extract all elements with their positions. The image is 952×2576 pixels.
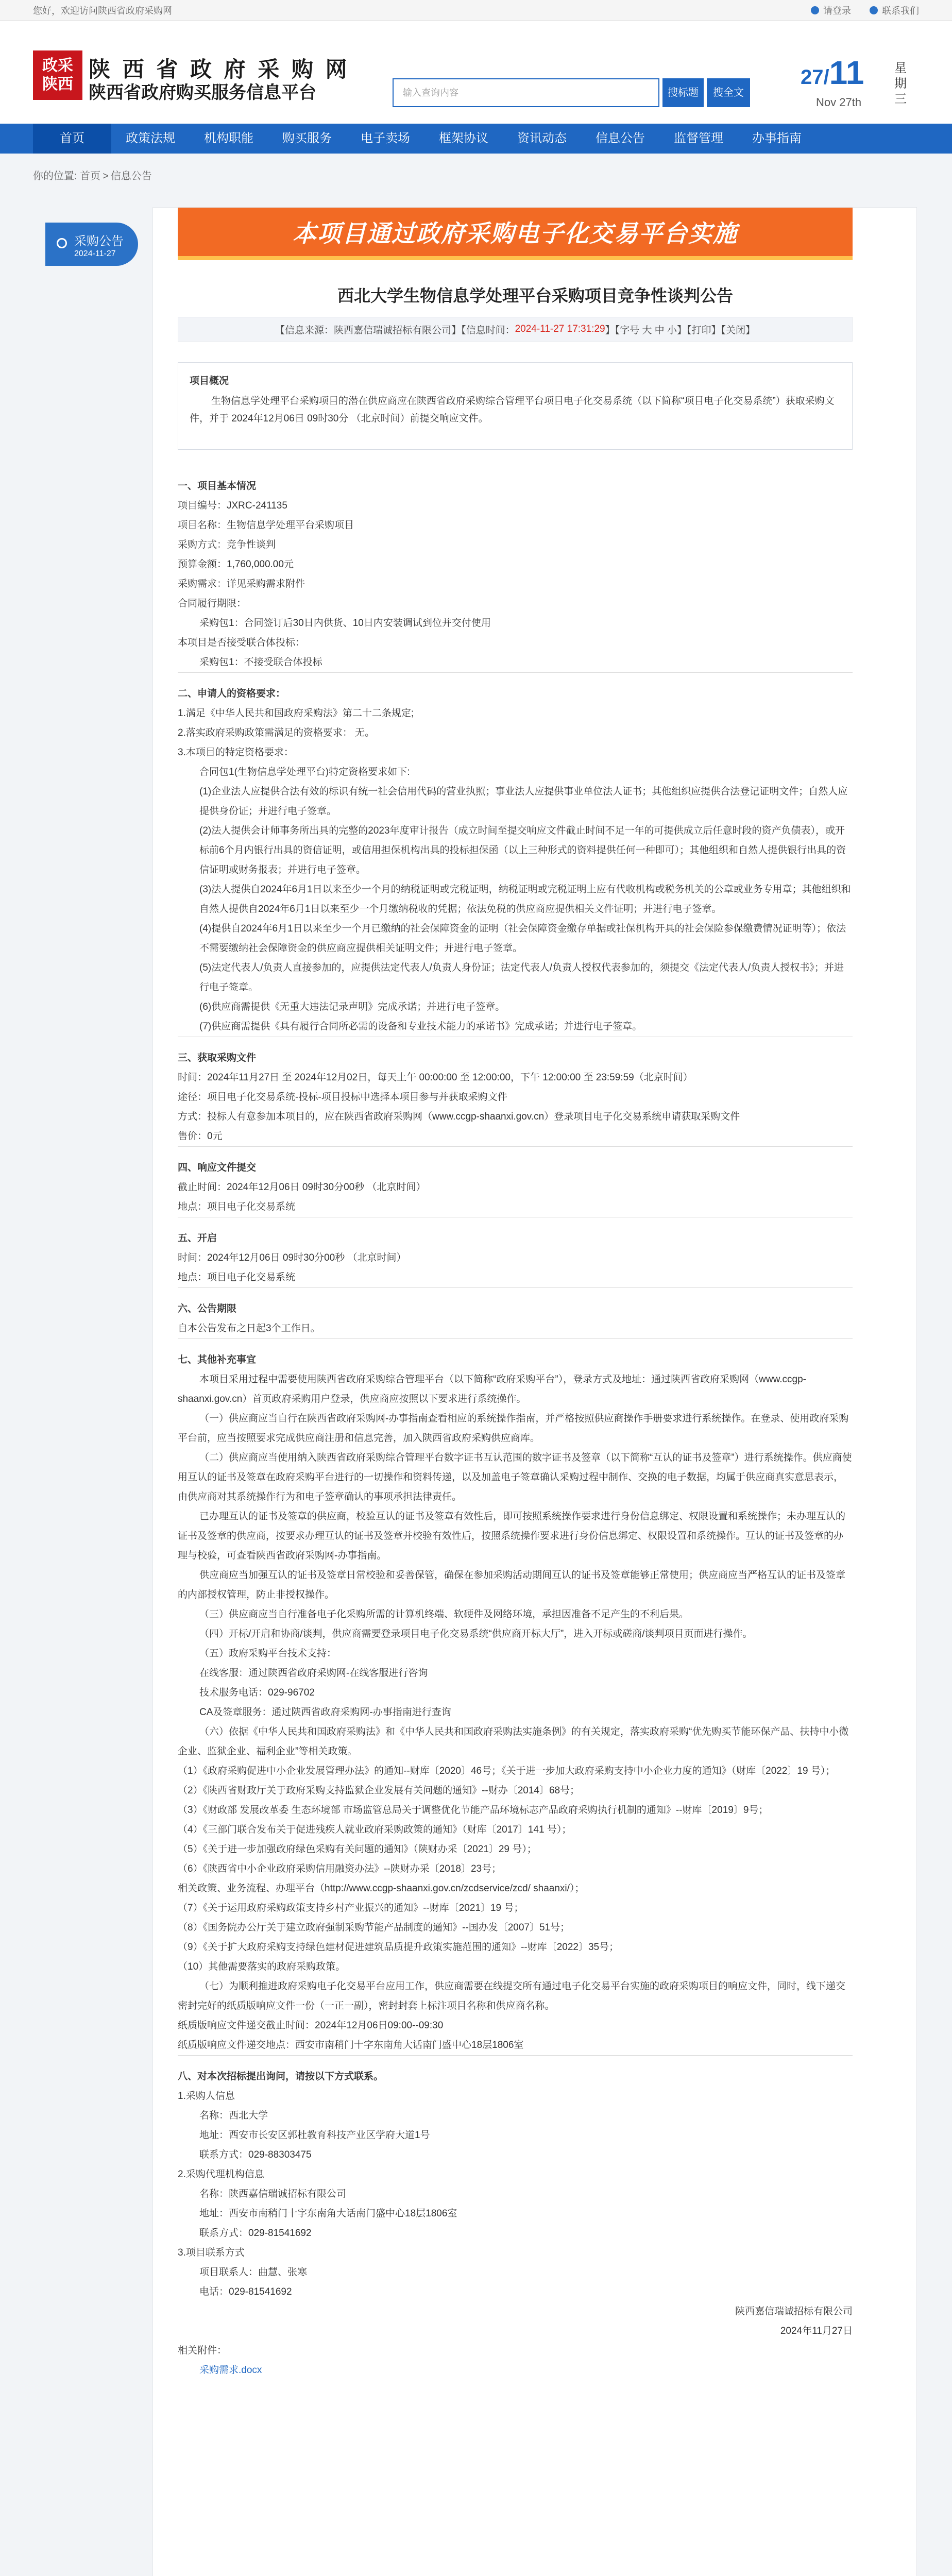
article-paragraph: 时间：2024年12月06日 09时30分00秒 （北京时间） — [178, 1252, 406, 1263]
article-paragraph: 采购包1：不接受联合体投标 — [199, 657, 322, 668]
site-title: 陕 西 省 政 府 采 购 网 — [89, 57, 350, 81]
article-paragraph: 预算金额：1,760,000.00元 — [178, 559, 294, 570]
article-paragraph: （10）其他需要落实的政府采购政策。 — [178, 1961, 346, 1972]
info-source: 陕西嘉信瑞诚招标有限公司 — [334, 325, 452, 336]
main-nav — [0, 124, 952, 154]
nav-agency[interactable]: 机构职能 — [204, 131, 253, 145]
section-heading: 八、对本次招标提出询问，请按以下方式联系。 — [178, 2071, 384, 2082]
contact-link[interactable]: 联系我们 — [870, 4, 919, 17]
section-heading: 四、响应文件提交 — [178, 1162, 257, 1173]
article-paragraph: 合同包1(生物信息学处理平台)特定资格要求如下: — [199, 767, 410, 777]
platform-banner: 本项目通过政府采购电子化交易平台实施 — [178, 208, 853, 260]
article-panel — [152, 207, 917, 2576]
user-icon — [811, 6, 819, 14]
date-label: Nov 27th — [816, 96, 862, 109]
phone-icon — [870, 6, 878, 14]
article-paragraph: 纸质版响应文件递交截止时间：2024年12月06日09:00--09:30 — [178, 2020, 444, 2031]
article-paragraph: 电话：029-81541692 — [199, 2286, 292, 2297]
article-paragraph: （三）供应商应当自行准备电子化采购所需的计算机终端、软硬件及网络环境，承担因准备不足产生的不利后果。 — [199, 1609, 689, 1620]
article-paragraph: 售价：0元 — [178, 1131, 223, 1142]
font-size-controls[interactable]: 】【字号 大 中 小】【打印】【关闭】 — [605, 325, 755, 336]
article-paragraph: 自本公告发布之日起3个工作日。 — [178, 1323, 320, 1334]
article-paragraph: （四）开标/开启和协商/谈判，供应商需要登录项目电子化交易系统“供应商开标大厅”，进入开标或磋商/谈判项目页面进行操作。 — [199, 1629, 753, 1639]
nav-guide[interactable]: 办事指南 — [752, 131, 802, 145]
nav-supervision[interactable]: 监督管理 — [674, 131, 723, 145]
article-paragraph: (2)法人提供会计师事务所出具的完整的2023年度审计报告（成立时间至提交响应文件截止时间不足一年的可提供成立后任意时段的资产负债表），或开标前6个月内银行出具的资信证明，或信用担保机构出具的投标担保函（以上三种形式的资料提供任何一种即可）；其他组织和自然人提供银行出具的资信证明或财务报表；并进行电子签章。 — [199, 825, 846, 875]
article-paragraph: (1)企业法人应提供合法有效的标识有统一社会信用代码的营业执照；事业法人应提供事业单位法人证书；其他组织应提供合法登记证明文件；自然人应提供身份证；并进行电子签章。 — [199, 786, 848, 817]
nav-purchase-service[interactable]: 购买服务 — [282, 131, 332, 145]
weekday: 星期三 — [894, 61, 907, 106]
breadcrumb-current[interactable]: 信息公告 — [110, 171, 152, 182]
article-paragraph: 技术服务电话：029-96702 — [199, 1687, 315, 1698]
sidebar-tab-announcement[interactable]: 采购公告 2024-11-27 — [45, 223, 138, 266]
article-paragraph: 已办理互认的证书及签章的供应商，校验互认的证书及签章有效性后，即可按照系统操作要求进行身份信息绑定、权限设置和系统操作；未办理互认的证书及签章的供应商，按要求办理互认的证书及签章并校验有效性后，按照系统操作要求进行身份信息绑定、权限设置和系统操作。互认的证书及签章的办理与校验，可查看陕西省政府采购网-办事指南。 — [178, 1511, 846, 1561]
nav-announcements[interactable]: 信息公告 — [596, 131, 645, 145]
top-bar — [0, 0, 952, 21]
section-heading: 七、其他补充事宜 — [178, 1354, 257, 1365]
date-widget — [801, 54, 924, 115]
nav-news[interactable]: 资讯动态 — [517, 131, 567, 145]
article-paragraph: （3）《财政部 发展改革委 生态环境部 市场监管总局关于调整优化节能产品环境标志产品政府采购执行机制的通知》--财库〔2019〕9号； — [178, 1805, 769, 1816]
article-paragraph: (5)法定代表人/负责人直接参加的，应提供法定代表人/负责人身份证；法定代表人/负责人授权代表参加的，须提交《法定代表人/负责人授权书》；并进行电子签章。 — [199, 962, 844, 993]
section-divider — [178, 1338, 853, 1339]
nav-emall[interactable]: 电子卖场 — [361, 131, 410, 145]
attachment-link[interactable]: 采购需求.docx — [199, 2365, 262, 2376]
article-paragraph: 3.项目联系方式 — [178, 2247, 245, 2258]
section-heading: 二、申请人的资格要求： — [178, 688, 286, 699]
article-paragraph: 本项目是否接受联合体投标： — [178, 637, 305, 648]
site-subtitle: 陕西省政府购买服务信息平台 — [89, 83, 316, 103]
article-paragraph: 合同履行期限： — [178, 598, 247, 609]
article-paragraph: （8）《国务院办公厅关于建立政府强制采购节能产品制度的通知》--国办发〔2007〕51号； — [178, 1922, 570, 1933]
breadcrumb-home[interactable]: 首页 — [80, 171, 101, 182]
section-divider — [178, 1287, 853, 1288]
article-paragraph: 途径：项目电子化交易系统-投标-项目投标中选择本项目参与并获取采购文件 — [178, 1092, 507, 1103]
article-paragraph: 陕西嘉信瑞诚招标有限公司 — [735, 2306, 853, 2317]
date-day: 27/11 — [801, 54, 864, 91]
article-paragraph: 截止时间：2024年12月06日 09时30分00秒 （北京时间） — [178, 1182, 426, 1193]
article-paragraph: (7)供应商需提供《具有履行合同所必需的设备和专业技术能力的承诺书》完成承诺；并进行电子签章。 — [199, 1021, 642, 1032]
article-info-bar: 【信息来源： 陕西嘉信瑞诚招标有限公司 】【信息时间： 2024-11-27 17:31:29 】【字号 大 中 小】【打印】【关闭】 — [178, 317, 853, 342]
article-paragraph: （六）依据《中华人民共和国政府采购法》和《中华人民共和国政府采购法实施条例》的有关规定，落实政府采购“优先购买节能环保产品、扶持中小微企业、监狱企业、福利企业”等相关政策。 — [178, 1726, 849, 1757]
search-title-button[interactable]: 搜标题 — [662, 78, 704, 107]
nav-home[interactable]: 首页 — [33, 124, 111, 154]
nav-policy[interactable]: 政策法规 — [126, 131, 175, 145]
article-paragraph: 2.落实政府采购政策需满足的资格要求： 无。 — [178, 727, 375, 738]
article-paragraph: 时间：2024年11月27日 至 2024年12月02日，每天上午 00:00:00 至 12:00:00，下午 12:00:00 至 23:59:59（北京时间） — [178, 1072, 693, 1083]
article-paragraph: （一）供应商应当自行在陕西省政府采购网-办事指南查看相应的系统操作指南，并严格按照供应商操作手册要求进行系统操作。在登录、使用政府采购平台前，应当按照要求完成供应商注册和信息完善，加入陕西省政府采购供应商库。 — [178, 1413, 849, 1444]
section-heading: 五、开启 — [178, 1233, 217, 1244]
article-paragraph: (6)供应商需提供《无重大违法记录声明》完成承诺；并进行电子签章。 — [199, 1002, 505, 1012]
search-input[interactable]: 输入查询内容 — [393, 78, 659, 107]
article-paragraph: 项目联系人：曲慧、张寒 — [199, 2267, 308, 2278]
article-paragraph: 联系方式：029-81541692 — [199, 2228, 312, 2239]
article-title: 西北大学生物信息学处理平台采购项目竞争性谈判公告 — [337, 286, 733, 305]
article-paragraph: (4)提供自2024年6月1日以来至少一个月已缴纳的社会保障资金的证明（社会保障资金缴存单据或社保机构开具的社会保险参保缴费情况证明等）；依法不需要缴纳社会保障资金的供应商应提供相关证明文件；并进行电子签章。 — [199, 923, 846, 954]
article-paragraph: 供应商应当加强互认的证书及签章日常校验和妥善保管，确保在参加采购活动期间互认的证书及签章能够正常使用；供应商应当严格互认的证书及签章的内部授权管理，防止非授权操作。 — [178, 1570, 846, 1600]
article-paragraph: （6）《陕西省中小企业政府采购信用融资办法》--陕财办采〔2018〕23号； — [178, 1863, 502, 1874]
article-paragraph: 采购需求：详见采购需求附件 — [178, 579, 305, 589]
article-paragraph: 地址：西安市南稍门十字东南角大话南门盛中心18层1806室 — [199, 2208, 457, 2219]
search-fulltext-button[interactable]: 搜全文 — [707, 78, 750, 107]
article-paragraph: 在线客服：通过陕西省政府采购网-在线客服进行咨询 — [199, 1668, 428, 1679]
article-paragraph: （9）《关于扩大政府采购支持绿色建材促进建筑品质提升政策实施范围的通知》--财库〔2022〕35号； — [178, 1942, 619, 1953]
article-paragraph: 2.采购代理机构信息 — [178, 2169, 264, 2180]
article-paragraph: 采购方式：竞争性谈判 — [178, 539, 276, 550]
site-header — [0, 21, 952, 124]
project-overview: 项目概况 生物信息学处理平台采购项目的潜在供应商应在陕西省政府采购综合管理平台项目电子化交易系统（以下简称“项目电子化交易系统”）获取采购文件，并于 2024年12月06日 09时30分 （北京时间）前提交响应文件。 — [178, 362, 853, 450]
article-paragraph: 3.本项目的特定资格要求： — [178, 747, 294, 758]
welcome-text: 您好，欢迎访问陕西省政府采购网 — [33, 5, 172, 16]
article-paragraph: 纸质版响应文件递交地点：西安市南稍门十字东南角大话南门盛中心18层1806室 — [178, 2040, 524, 2050]
article-paragraph: 1.满足《中华人民共和国政府采购法》第二十二条规定; — [178, 708, 414, 719]
article-paragraph: (3)法人提供自2024年6月1日以来至少一个月的纳税证明或完税证明，纳税证明或完税证明上应有代收机构或税务机关的公章或业务专用章；其他组织和自然人提供自2024年6月1日以来至少一个月缴纳税收的凭据；依法免税的供应商应提供相关文件证明；并进行电子签章。 — [199, 884, 851, 914]
article-paragraph: （七）为顺利推进政府采购电子化交易平台应用工作，供应商需要在线提交所有通过电子化交易平台实施的政府采购项目的响应文件，同时，线下递交密封完好的纸质版响应文件一份（一正一副），密封封套上标注项目名称和供应商名称。 — [178, 1981, 846, 2011]
section-divider — [178, 1146, 853, 1147]
article-paragraph: （7）《关于运用政府采购政策支持乡村产业振兴的通知》--财库〔2021〕19 号； — [178, 1903, 524, 1913]
nav-framework[interactable]: 框架协议 — [439, 131, 488, 145]
login-link[interactable]: 请登录 — [811, 4, 851, 17]
article-paragraph: （二）供应商应当使用纳入陕西省政府采购综合管理平台数字证书互认范围的数字证书及签章（以下简称“互认的证书及签章”）进行系统操作。供应商使用互认的证书及签章在政府采购平台进行的一切操作和资料传递，以及加盖电子签章确认采购过程中制作、交换的电子数据，均属于供应商真实意思表示，由供应商对其系统操作行为和电子签章确认的事项承担法律责任。 — [178, 1452, 852, 1502]
article-paragraph: CA及签章服务：通过陕西省政府采购网-办事指南进行查询 — [199, 1707, 451, 1718]
section-heading: 三、获取采购文件 — [178, 1053, 257, 1063]
article-paragraph: 本项目采用过程中需要使用陕西省政府采购综合管理平台（以下简称“政府采购平台”），登录方式及地址：通过陕西省政府采购网（www.ccgp-shaanxi.gov.cn）首页政府采购用户登录，供应商应按照以下要求进行系统操作。 — [178, 1374, 807, 1404]
section-divider — [178, 2055, 853, 2056]
section-divider — [178, 672, 853, 673]
article-paragraph: （1）《政府采购促进中小企业发展管理办法》的通知--财库〔2020〕46号；《关于进一步加大政府采购支持中小企业力度的通知》（财库〔2022〕19 号）； — [178, 1766, 836, 1776]
section-heading: 六、公告期限 — [178, 1303, 237, 1314]
article-paragraph: （5）《关于进一步加强政府绿色采购有关问题的通知》（陕财办采〔2021〕29 号）； — [178, 1844, 537, 1855]
article-paragraph: 地点：项目电子化交易系统 — [178, 1272, 296, 1283]
breadcrumb: 你的位置: 首页 > 信息公告 — [33, 171, 152, 182]
article-paragraph: 地址：西安市长安区郭杜教育科技产业区学府大道1号 — [199, 2130, 430, 2141]
info-time: 2024-11-27 17:31:29 — [515, 324, 605, 334]
article-paragraph: 项目名称：生物信息学处理平台采购项目 — [178, 520, 354, 531]
article-paragraph: 采购包1：合同签订后30日内供货、10日内安装调试到位并交付使用 — [199, 618, 491, 629]
article-body — [178, 465, 853, 2380]
article-paragraph: 2024年11月27日 — [780, 2326, 853, 2336]
attachment-label: 相关附件： — [178, 2345, 227, 2356]
article-paragraph: 方式：投标人有意参加本项目的，应在陕西省政府采购网（www.ccgp-shaanxi.gov.cn）登录项目电子化交易系统申请获取采购文件 — [178, 1111, 740, 1122]
circle-icon — [57, 238, 67, 248]
article-paragraph: 名称：西北大学 — [199, 2110, 268, 2121]
article-paragraph: 地点：项目电子化交易系统 — [178, 1201, 296, 1212]
article-paragraph: 相关政策、业务流程、办理平台（http://www.ccgp-shaanxi.gov.cn/zcdservice/zcd/ shaanxi/）； — [178, 1883, 585, 1894]
site-logo[interactable]: 政采 陕西 — [33, 50, 82, 100]
article-paragraph: 项目编号：JXRC-241135 — [178, 500, 287, 511]
article-paragraph: （2）《陕西省财政厅关于政府采购支持监狱企业发展有关问题的通知》--财办〔2014〕68号； — [178, 1785, 580, 1796]
article-paragraph: 联系方式：029-88303475 — [199, 2149, 312, 2160]
article-paragraph: 1.采购人信息 — [178, 2091, 235, 2102]
section-heading: 一、项目基本情况 — [178, 481, 257, 492]
article-paragraph: （五）政府采购平台技术支持： — [199, 1648, 337, 1659]
article-paragraph: 名称：陕西嘉信瑞诚招标有限公司 — [199, 2189, 347, 2199]
article-paragraph: （4）《三部门联合发布关于促进残疾人就业政府采购政策的通知》（财库〔2017〕141 号）； — [178, 1824, 572, 1835]
